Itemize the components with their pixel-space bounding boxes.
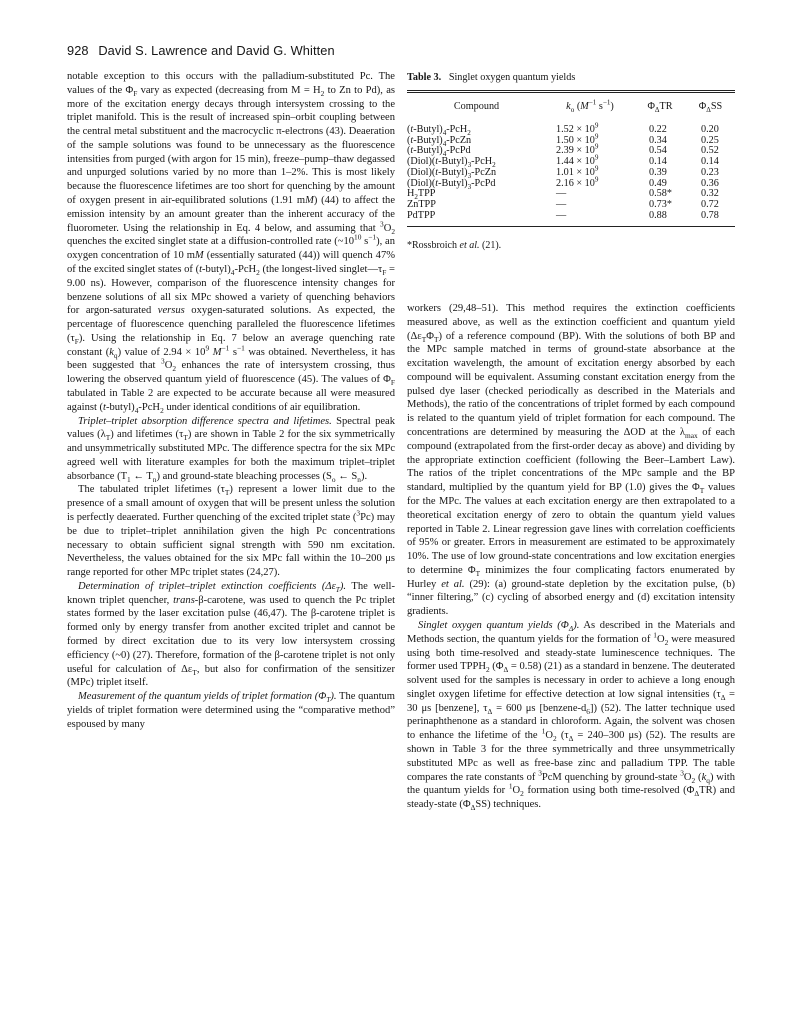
table-row [407,200,735,211]
table-cell: 0.58* [649,188,672,200]
table-cell: $(t-Butyl)_4$-PcPd [407,145,471,159]
right-column-paragraph: workers (29,48–51). This method requires the extinction coefficients measured above, as well as the extinction coefficient and quantum yield $(\Delta\varepsilon_T\Phi_T)$ of a reference compound (BP). With the solutions of both BP and the MPc sample matched in terms of ground-state absorbance at the excitation wavelength, the amount of excitation energy absorbed by each compound will be equivalent. Assuming constant excitation energy from the pulsed dye laser (checked periodically as described in the Materials and Methods), the ratio of the concentrations of triplet formed by each compound is related to the quantum yield of triplet formation for each compound. The concentrations are determined by measuring the ΔOD at the $\lambda_{max}$ of each compound (extrapolated from the first-order decay as above) and dividing by the appropriate extinction coefficient (following the Beer–Lambert Law). The ratios of the triplet concentrations of the MPc sample and the BP standard, multiplied by the quantum yield for BP (1.0) gives the $\Phi_T$ values for the MPc. The values at each excitation energy are then extrapolated to a theoretical excitation energy of zero to obtain the quantum yield values reported in Table 2. Linear regression gave lines with correlation coefficients of 95% or greater. Errors in measurement are estimated to be approximately 10%. The use of low ground-state concentrations and low excitation energies to determine $\Phi_T$ minimizes the four complicating factors enumerated by Hurley et al. (29): (a) ground-state depletion by the excitation pulse, (b) “inner filtering,” (c) cycling of absorbed energy and (d) excitation intensity gradients. [407,303,735,618]
table-cell: $1.44 \times 10^9$ [556,153,599,168]
table-cell: 0.72 [701,198,719,210]
left-column [67,70,395,732]
table-cell: $1.50 \times 10^9$ [556,132,599,146]
table-cell: $H_2TPP$ [407,188,436,202]
table-cell: 0.49 [649,177,667,189]
left-column-paragraph: Determination of triplet–triplet extinction coefficients $(\Delta\varepsilon_T)$. The well-known triplet quencher, trans-β-carotene, was used to quench the Pc triplet states formed by the laser excitation pulse (46,47). The β-carotene triplet is formed only by energy transfer from another excited triplet and cannot be formed by direct excitation due to its very low intersystem crossing efficiency (~0) (27). Therefore, formation of the β-carotene triplet is not only useful for calculation of $\Delta\varepsilon_T$, but also for confirmation of the sensitizer (MPc) triplet itself. [67,580,395,689]
table-bottom-rule [407,226,735,227]
column-header: Compound [453,101,500,112]
table-footnote: *Rossbroich et al. (21). [407,240,502,252]
author-line: David S. Lawrence and David G. Whitten [98,43,335,58]
table-cell: $1.52 \times 10^9$ [556,121,599,135]
table-row [407,189,735,200]
left-column-paragraph: Measurement of the quantum yields of triplet formation $(\Phi_T)$. The quantum yields of triplet formation were determined using the “comparative method” espoused by many [67,691,396,730]
running-header [67,43,335,58]
table-cell: — [556,198,567,210]
table-row [407,168,735,179]
table-cell: 0.14 [649,156,667,168]
table-cell: $1.01 \times 10^9$ [556,164,599,178]
table-cell: $(Diol)(t-Butyl)_3$-PcZn [407,166,497,180]
table-cell: — [556,209,567,221]
table-cell: $(t-Butyl)_4$-PcZn [407,134,472,148]
right-column [407,302,735,812]
table-row [407,119,735,136]
column-header: $\Phi_\Delta TR$ [647,101,673,115]
table-label: Table 3. [407,72,442,83]
table-cell: 0.32 [701,188,719,200]
table-header-row [407,93,735,119]
table-cell: 0.52 [701,145,719,157]
table-cell: 0.39 [649,166,667,178]
left-column-paragraph: The tabulated triplet lifetimes $(\tau_T)$ represent a lower limit due to the presence of a small amount of oxygen that will be present unless the solution is perfectly deaerated. Further quenching of the excited triplet state ($^3$Pc) may be due to triplet–triplet annihilation given the high Pc concentrations necessary to obtain sufficient signal strength with 590 nm excitation. Nevertheless, the values obtained for the six MPc fall within the 10–200 μs range reported for other MPc triplet states (24,27). [67,484,396,579]
table-cell: ZnTPP [407,198,436,210]
table-title: Singlet oxygen quantum yields [448,72,576,83]
table-cell: $(Diol)(t-Butyl)_3-PcH_2$ [407,156,496,170]
table-cell: $2.39 \times 10^9$ [556,143,599,157]
table-cell: $(t-Butyl)_4-PcH_2$ [407,124,471,138]
table-cell: 0.78 [701,209,719,221]
table-top-rule [407,90,735,91]
right-column-paragraph: Singlet oxygen quantum yields $(\Phi_\Delta)$. As described in the Materials and Methods section, the quantum yields for the formation of $^1O_2$ were measured using both time-resolved and steady-state luminescence techniques. The former used $TPPH_2$ $(\Phi_\Delta = 0.58)$ (21) as a standard in benzene. The deuterated solvent used for the samples is necessary in order to achieve a long enough singlet oxygen lifetime for effective detection at low signal intensities ($\tau_\Delta = 30$ μs [benzene], $\tau_\Delta = 600$ μs $[benzene-d_6]$) (52). The latter technique used perinaphthenone as a standard in chloroform. Again, the solvent was chosen to enhance the lifetime of the $^1O_2$ ($\tau_\Delta = 240-300$ μs) (52). The results are shown in Table 3 for the three symmetrically and three unsymmetrically substituted MPc as well as free-base zinc and palladium TPP. The table compares the rate constants of $^3$PcM quenching by ground-state $^3O_2$ $(k_q)$ with the quantum yields for $^1O_2$ formation using both time-resolved $(\Phi_\Delta TR)$ and steady-state $(\Phi_\Delta SS)$ techniques. [407,619,736,813]
table-cell: PdTPP [407,209,436,221]
column-header: $\Phi_\Delta SS$ [698,101,723,115]
table-body [407,119,735,226]
singlet-oxygen-table [407,93,735,226]
left-column-paragraph: notable exception to this occurs with the palladium-substituted Pc. The values of the $\Phi_F$ vary as expected (decreasing from $M = H_2$ to Zn to Pd), as more of the excitation energy decays through intersystem crossing to the triplet manifold. This is the result of increased spin–orbit coupling between the central metal substituent and the macrocyclic π-electrons (43). Deaeration of the sample solutions was found to be unnecessary as the fluorescence intensities from purged (with argon for 15 min), freeze–pump–thaw degassed and unpurged solutions varied by no more than 1–2%. This is most likely because the fluorescence lifetimes are too short for quenching by the amount of oxygen present in air-equilibrated solutions (1.91 mM) (44) to affect the emission intensity by an amount greater than the inherent accuracy of the fluorometer. Using the relationship in Eq. 4 below, and assuming that $^3O_2$ quenches the excited singlet state at a diffusion-controlled rate ($\sim 10^{10}$ $s^{-1}$), an oxygen concentration of 10 mM (essentially saturated (44)) will quench 47% of the excited singlet states of $(t-butyl)_4-PcH_2$ (the longest-lived $singlet—\tau_F = 9.00$ ns). However, comparison of the fluorescence intensity changes for benzene solutions of all six MPc showed a variety of quenching behaviors for argon-saturated versus oxygen-saturated solutions. As expected, the percentage of fluorescence quenching paralleled the fluorescence lifetimes $(\tau_F)$. Using the relationship in Eq. 7 below an average quenching rate constant $(k_q)$ value of $2.94 \times 10^9$ $M^{-1}$ $s^{-1}$ was obtained. Nevertheless, it has been suggested that $^3O_2$ enhances the rate of intersystem crossing, thus lowering the observed quantum yield of fluorescence (45). The values of $\Phi_F$ tabulated in Table 2 are expected to be accurate because all were measured against $(t-butyl)_4-PcH_2$ under identical conditions of air equilibration. [67,71,396,415]
table-cell: 0.54 [649,145,667,157]
table-cell: 0.20 [701,124,719,135]
table-cell: $2.16 \times 10^9$ [556,175,599,189]
table-cell: 0.73* [649,198,672,210]
table-cell: 0.25 [701,134,719,146]
column-header: $k_o$ ($M^{-1}$ $s^{-1}$) [566,98,614,115]
table-cell: $(Diol)(t-Butyl)_3$-PcPd [407,177,496,191]
table-row [407,179,735,190]
table-3 [407,71,735,251]
table-caption [407,71,735,84]
table-cell: 0.34 [649,134,667,146]
table-cell: 0.22 [649,124,667,135]
table-cell: — [556,188,567,200]
left-column-paragraph: Triplet–triplet absorption difference spectra and lifetimes. Spectral peak values $(\lambda_T)$ and lifetimes $(\tau_T)$ are shown in Table 2 for the six symmetrically and unsymmetrically substituted MPc. The difference spectra for the six MPc agreed well with literature examples for both the maximum triplet–triplet absorbance ($T_1$ ← $T_n$) and ground-state bleaching processes ($S_o$ ← $S_n$). [67,415,395,484]
page-number: 928 [67,43,89,58]
table-cell: 0.88 [649,209,667,221]
table-cell: 0.23 [701,166,719,178]
table-row [407,211,735,227]
table-cell: 0.14 [701,156,719,168]
table-cell: 0.36 [701,177,719,189]
